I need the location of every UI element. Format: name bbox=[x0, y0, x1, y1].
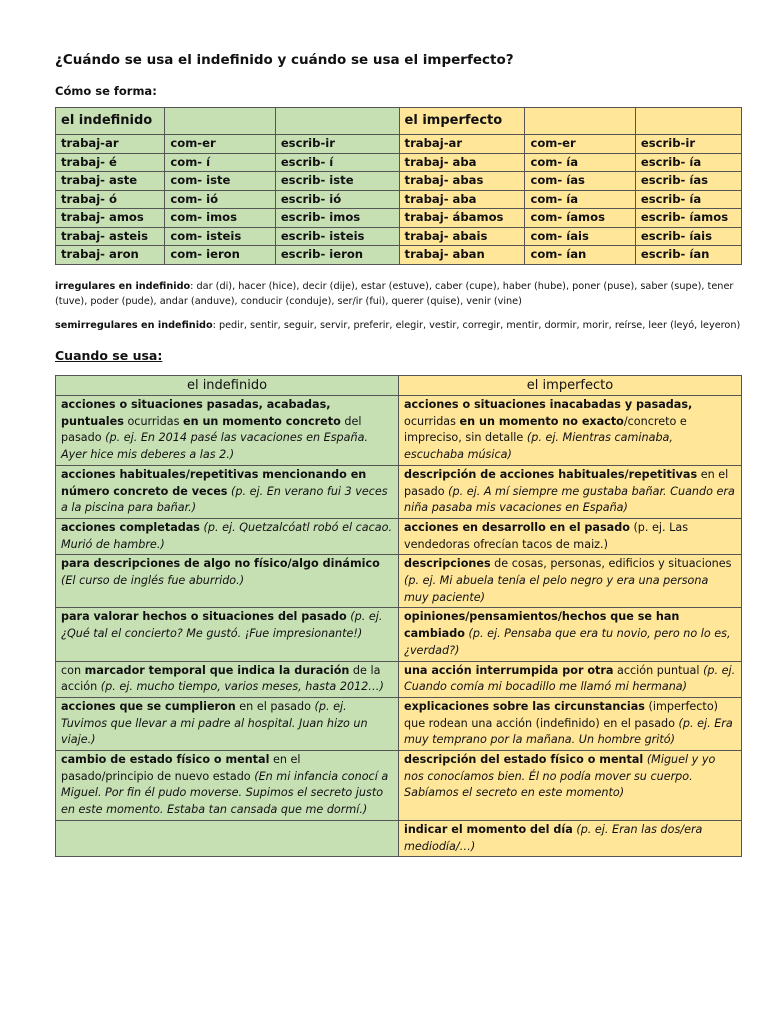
imperfecto-cell bbox=[399, 396, 742, 466]
conj-cell: com- íais bbox=[525, 227, 635, 246]
table-row bbox=[56, 153, 742, 172]
cell-text: ocurridas bbox=[123, 414, 183, 428]
imperfecto-cell bbox=[399, 555, 742, 608]
conj-cell: escrib- ían bbox=[635, 246, 741, 265]
cell-text: descripción de acciones habituales/repetitivas bbox=[404, 467, 698, 481]
conj-cell: trabaj- asteis bbox=[56, 227, 165, 246]
formation-heading: Cómo se forma: bbox=[55, 84, 157, 98]
page-title: ¿Cuándo se usa el indefinido y cuándo se usa el imperfecto? bbox=[55, 52, 514, 68]
conj-cell: com- ió bbox=[165, 190, 275, 209]
cell-text: descripciones bbox=[404, 557, 491, 571]
cell-text: (p. ej. ¿Qué tal el concierto? Me gustó. ¡Fue impresionante!) bbox=[61, 610, 383, 641]
conj-cell: escrib- ías bbox=[635, 172, 741, 191]
irregulares-label: irregulares en indefinido bbox=[55, 280, 191, 292]
indefinido-cell bbox=[56, 555, 399, 608]
conj-cell: escrib- ía bbox=[635, 153, 741, 172]
cell-text: (p. ej. En 2014 pasé las vacaciones en España. Ayer hice mis deberes a las 2.) bbox=[61, 431, 368, 462]
conj-cell: trabaj- aban bbox=[399, 246, 525, 265]
cell-text: (p. ej. Pensaba que era tu novio, pero no lo es, ¿verdad?) bbox=[404, 627, 731, 657]
indefinido-cell bbox=[56, 465, 399, 518]
cell-text: (p. ej. Era muy temprano por la mañana. Un hombre gritó) bbox=[404, 716, 733, 747]
conj-header-cell: el imperfecto bbox=[399, 108, 525, 135]
conj-cell: escrib- í bbox=[275, 153, 399, 172]
cell-text: (En mi infancia conocí a Miguel. Por fin él pudo moverse. Supimos el secreto justo en este momento. Estaba tan cansada que me dormí.) bbox=[61, 769, 389, 817]
irregulares-note bbox=[55, 279, 742, 310]
table-row bbox=[56, 190, 742, 209]
indefinido-cell bbox=[56, 396, 399, 466]
cell-text: (imperfecto) que rodean una acción (indefinido) en el pasado bbox=[404, 699, 719, 730]
cell-text: (p. ej. Cuando comía mi bocadillo me llamó mi hermana) bbox=[404, 663, 736, 694]
cell-text: acciones o situaciones inacabadas y pasadas, bbox=[404, 398, 693, 411]
document-page bbox=[55, 50, 742, 857]
imperfecto-cell bbox=[399, 697, 742, 750]
conj-cell: escrib- íamos bbox=[635, 209, 741, 228]
cell-text: (p. ej. Tuvimos que llevar a mi padre al hospital. Juan hizo un viaje.) bbox=[61, 699, 368, 747]
conj-cell: com-er bbox=[525, 135, 635, 154]
conj-cell: trabaj- aba bbox=[399, 153, 525, 172]
cell-text: (Miguel y yo nos conocíamos bien. Él no podía mover su cuerpo. Sabíamos el secreto en este momento) bbox=[404, 753, 716, 800]
conj-cell: escrib- iste bbox=[275, 172, 399, 191]
table-row bbox=[56, 661, 742, 697]
semirregulares-note bbox=[55, 318, 742, 334]
cell-text: (p. ej. Quetzalcóatl robó el cacao. Murió de hambre.) bbox=[61, 520, 393, 551]
cell-text: en un momento concreto bbox=[183, 414, 341, 428]
cell-text: de la acción bbox=[61, 663, 381, 694]
conj-header-cell bbox=[635, 108, 741, 135]
cell-text: de cosas, personas, edificios y situaciones bbox=[490, 557, 732, 571]
conj-cell: com- ía bbox=[525, 190, 635, 209]
conj-cell: escrib- ieron bbox=[275, 246, 399, 265]
cell-text: opiniones/pensamientos/hechos que se han cambiado bbox=[404, 610, 680, 641]
table-row bbox=[56, 396, 742, 466]
conj-cell: trabaj- abais bbox=[399, 227, 525, 246]
conj-cell: com- í bbox=[165, 153, 275, 172]
indefinido-cell bbox=[56, 661, 399, 697]
conj-header-cell bbox=[275, 108, 399, 135]
cell-text: (p. ej. Eran las dos/era mediodía/…) bbox=[404, 822, 703, 853]
cell-text: del pasado bbox=[61, 414, 362, 445]
usage-heading: Cuando se usa: bbox=[55, 348, 163, 363]
cell-text: (p. ej. En verano fui 3 veces a la piscina para bañar.) bbox=[61, 484, 388, 515]
conj-header-cell bbox=[525, 108, 635, 135]
cell-text: (p. ej. Mi abuela tenía el pelo negro y era una persona muy paciente) bbox=[404, 574, 709, 604]
table-row bbox=[56, 518, 742, 554]
cell-text: (p. ej. mucho tiempo, varios meses, hasta 2012…) bbox=[100, 680, 384, 694]
table-row bbox=[56, 697, 742, 750]
cell-text: una acción interrumpida por otra bbox=[404, 663, 614, 677]
conj-header-row bbox=[56, 108, 742, 135]
table-row bbox=[56, 227, 742, 246]
cell-text: (p. ej. Mientras caminaba, escuchaba música) bbox=[404, 431, 673, 462]
table-row bbox=[56, 820, 742, 856]
imperfecto-cell bbox=[399, 820, 742, 856]
conj-cell: com- ían bbox=[525, 246, 635, 265]
conj-cell: trabaj- aba bbox=[399, 190, 525, 209]
cell-text: acciones completadas bbox=[61, 520, 200, 534]
conj-header-cell: el indefinido bbox=[56, 108, 165, 135]
conj-cell: escrib-ir bbox=[275, 135, 399, 154]
conj-cell: com-er bbox=[165, 135, 275, 154]
conj-cell: trabaj- ó bbox=[56, 190, 165, 209]
indefinido-cell bbox=[56, 518, 399, 554]
cell-text: acciones o situaciones pasadas, acabadas, puntuales bbox=[61, 398, 331, 428]
conj-cell: trabaj- abas bbox=[399, 172, 525, 191]
cell-text: indicar el momento del día bbox=[404, 822, 573, 836]
conj-cell: escrib- imos bbox=[275, 209, 399, 228]
table-row bbox=[56, 246, 742, 265]
cell-text: acciones que se cumplieron bbox=[61, 699, 236, 713]
conj-header-cell bbox=[165, 108, 275, 135]
indefinido-cell bbox=[56, 751, 399, 821]
conj-cell: com- iste bbox=[165, 172, 275, 191]
table-row bbox=[56, 751, 742, 821]
imperfecto-cell bbox=[399, 465, 742, 518]
cell-text: en un momento no exacto bbox=[459, 414, 624, 428]
cell-text: en el pasado/principio de nuevo estado bbox=[61, 753, 301, 783]
conj-cell: escrib- ió bbox=[275, 190, 399, 209]
conj-cell: com- ía bbox=[525, 153, 635, 172]
conj-cell: trabaj- é bbox=[56, 153, 165, 172]
conj-cell: escrib- ía bbox=[635, 190, 741, 209]
semirregulares-label: semirregulares en indefinido bbox=[55, 319, 213, 331]
imperfecto-header: el imperfecto bbox=[399, 376, 742, 396]
indefinido-cell bbox=[56, 608, 399, 661]
conj-cell: trabaj- amos bbox=[56, 209, 165, 228]
table-row bbox=[56, 172, 742, 191]
conj-cell: trabaj- ábamos bbox=[399, 209, 525, 228]
indefinido-cell bbox=[56, 820, 399, 856]
indefinido-cell bbox=[56, 697, 399, 750]
conj-cell: trabaj- aron bbox=[56, 246, 165, 265]
usage-table bbox=[55, 375, 742, 857]
cell-text: ocurridas bbox=[404, 414, 460, 428]
conj-cell: com- imos bbox=[165, 209, 275, 228]
cell-text: (p. ej. A mí siempre me gustaba bañar. Cuando era niña pasaba mis vacaciones en España) bbox=[404, 484, 735, 515]
cell-text: (El curso de inglés fue aburrido.) bbox=[61, 574, 245, 588]
imperfecto-cell bbox=[399, 608, 742, 661]
table-row bbox=[56, 465, 742, 518]
imperfecto-cell bbox=[399, 751, 742, 821]
table-row bbox=[56, 555, 742, 608]
irregulares-text: : dar (di), hacer (hice), decir (dije), estar (estuve), caber (cupe), haber (hube), poner (puse), saber (supe), tener (tuve), poder (pude), andar (anduve), conducir (conduje), ser/ir (fui), querer (quise), venir (vine) bbox=[55, 280, 734, 307]
conj-cell: com- íamos bbox=[525, 209, 635, 228]
conj-cell: com- ías bbox=[525, 172, 635, 191]
conj-cell: trabaj- aste bbox=[56, 172, 165, 191]
cell-text: con bbox=[61, 663, 85, 677]
cell-text: descripción del estado físico o mental bbox=[404, 753, 644, 767]
conj-cell: trabaj-ar bbox=[56, 135, 165, 154]
cell-text: cambio de estado físico o mental bbox=[61, 753, 270, 767]
conj-cell: escrib-ir bbox=[635, 135, 741, 154]
conj-cell: trabaj-ar bbox=[399, 135, 525, 154]
table-row bbox=[56, 608, 742, 661]
cell-text: acciones en desarrollo en el pasado bbox=[404, 520, 630, 534]
cell-text: en el pasado bbox=[404, 467, 729, 498]
conj-cell: com- ieron bbox=[165, 246, 275, 265]
table-row bbox=[56, 209, 742, 228]
semirregulares-text: : pedir, sentir, seguir, servir, preferir, elegir, vestir, corregir, mentir, dormir, morir, reírse, leer (leyó, leyeron) bbox=[212, 319, 741, 331]
cell-text: (p. ej. Las vendedoras ofrecían tacos de maiz.) bbox=[404, 520, 689, 551]
conj-cell: escrib- íais bbox=[635, 227, 741, 246]
cell-text: para descripciones de algo no físico/algo dinámico bbox=[61, 557, 380, 571]
usage-header-row bbox=[56, 376, 742, 396]
cell-text: en el pasado bbox=[235, 699, 315, 713]
conjugation-table bbox=[55, 107, 742, 265]
cell-text: acción puntual bbox=[613, 663, 704, 677]
cell-text: para valorar hechos o situaciones del pasado bbox=[61, 610, 347, 624]
cell-text: marcador temporal que indica la duración bbox=[84, 663, 350, 677]
cell-text: explicaciones sobre las circunstancias bbox=[404, 699, 645, 713]
indefinido-header: el indefinido bbox=[56, 376, 399, 396]
table-row bbox=[56, 135, 742, 154]
imperfecto-cell bbox=[399, 661, 742, 697]
imperfecto-cell bbox=[399, 518, 742, 554]
cell-text: /concreto e impreciso, sin detalle bbox=[404, 414, 687, 445]
conj-cell: escrib- isteis bbox=[275, 227, 399, 246]
conj-cell: com- isteis bbox=[165, 227, 275, 246]
cell-text: acciones habituales/repetitivas mencionando en número concreto de veces bbox=[61, 467, 367, 498]
